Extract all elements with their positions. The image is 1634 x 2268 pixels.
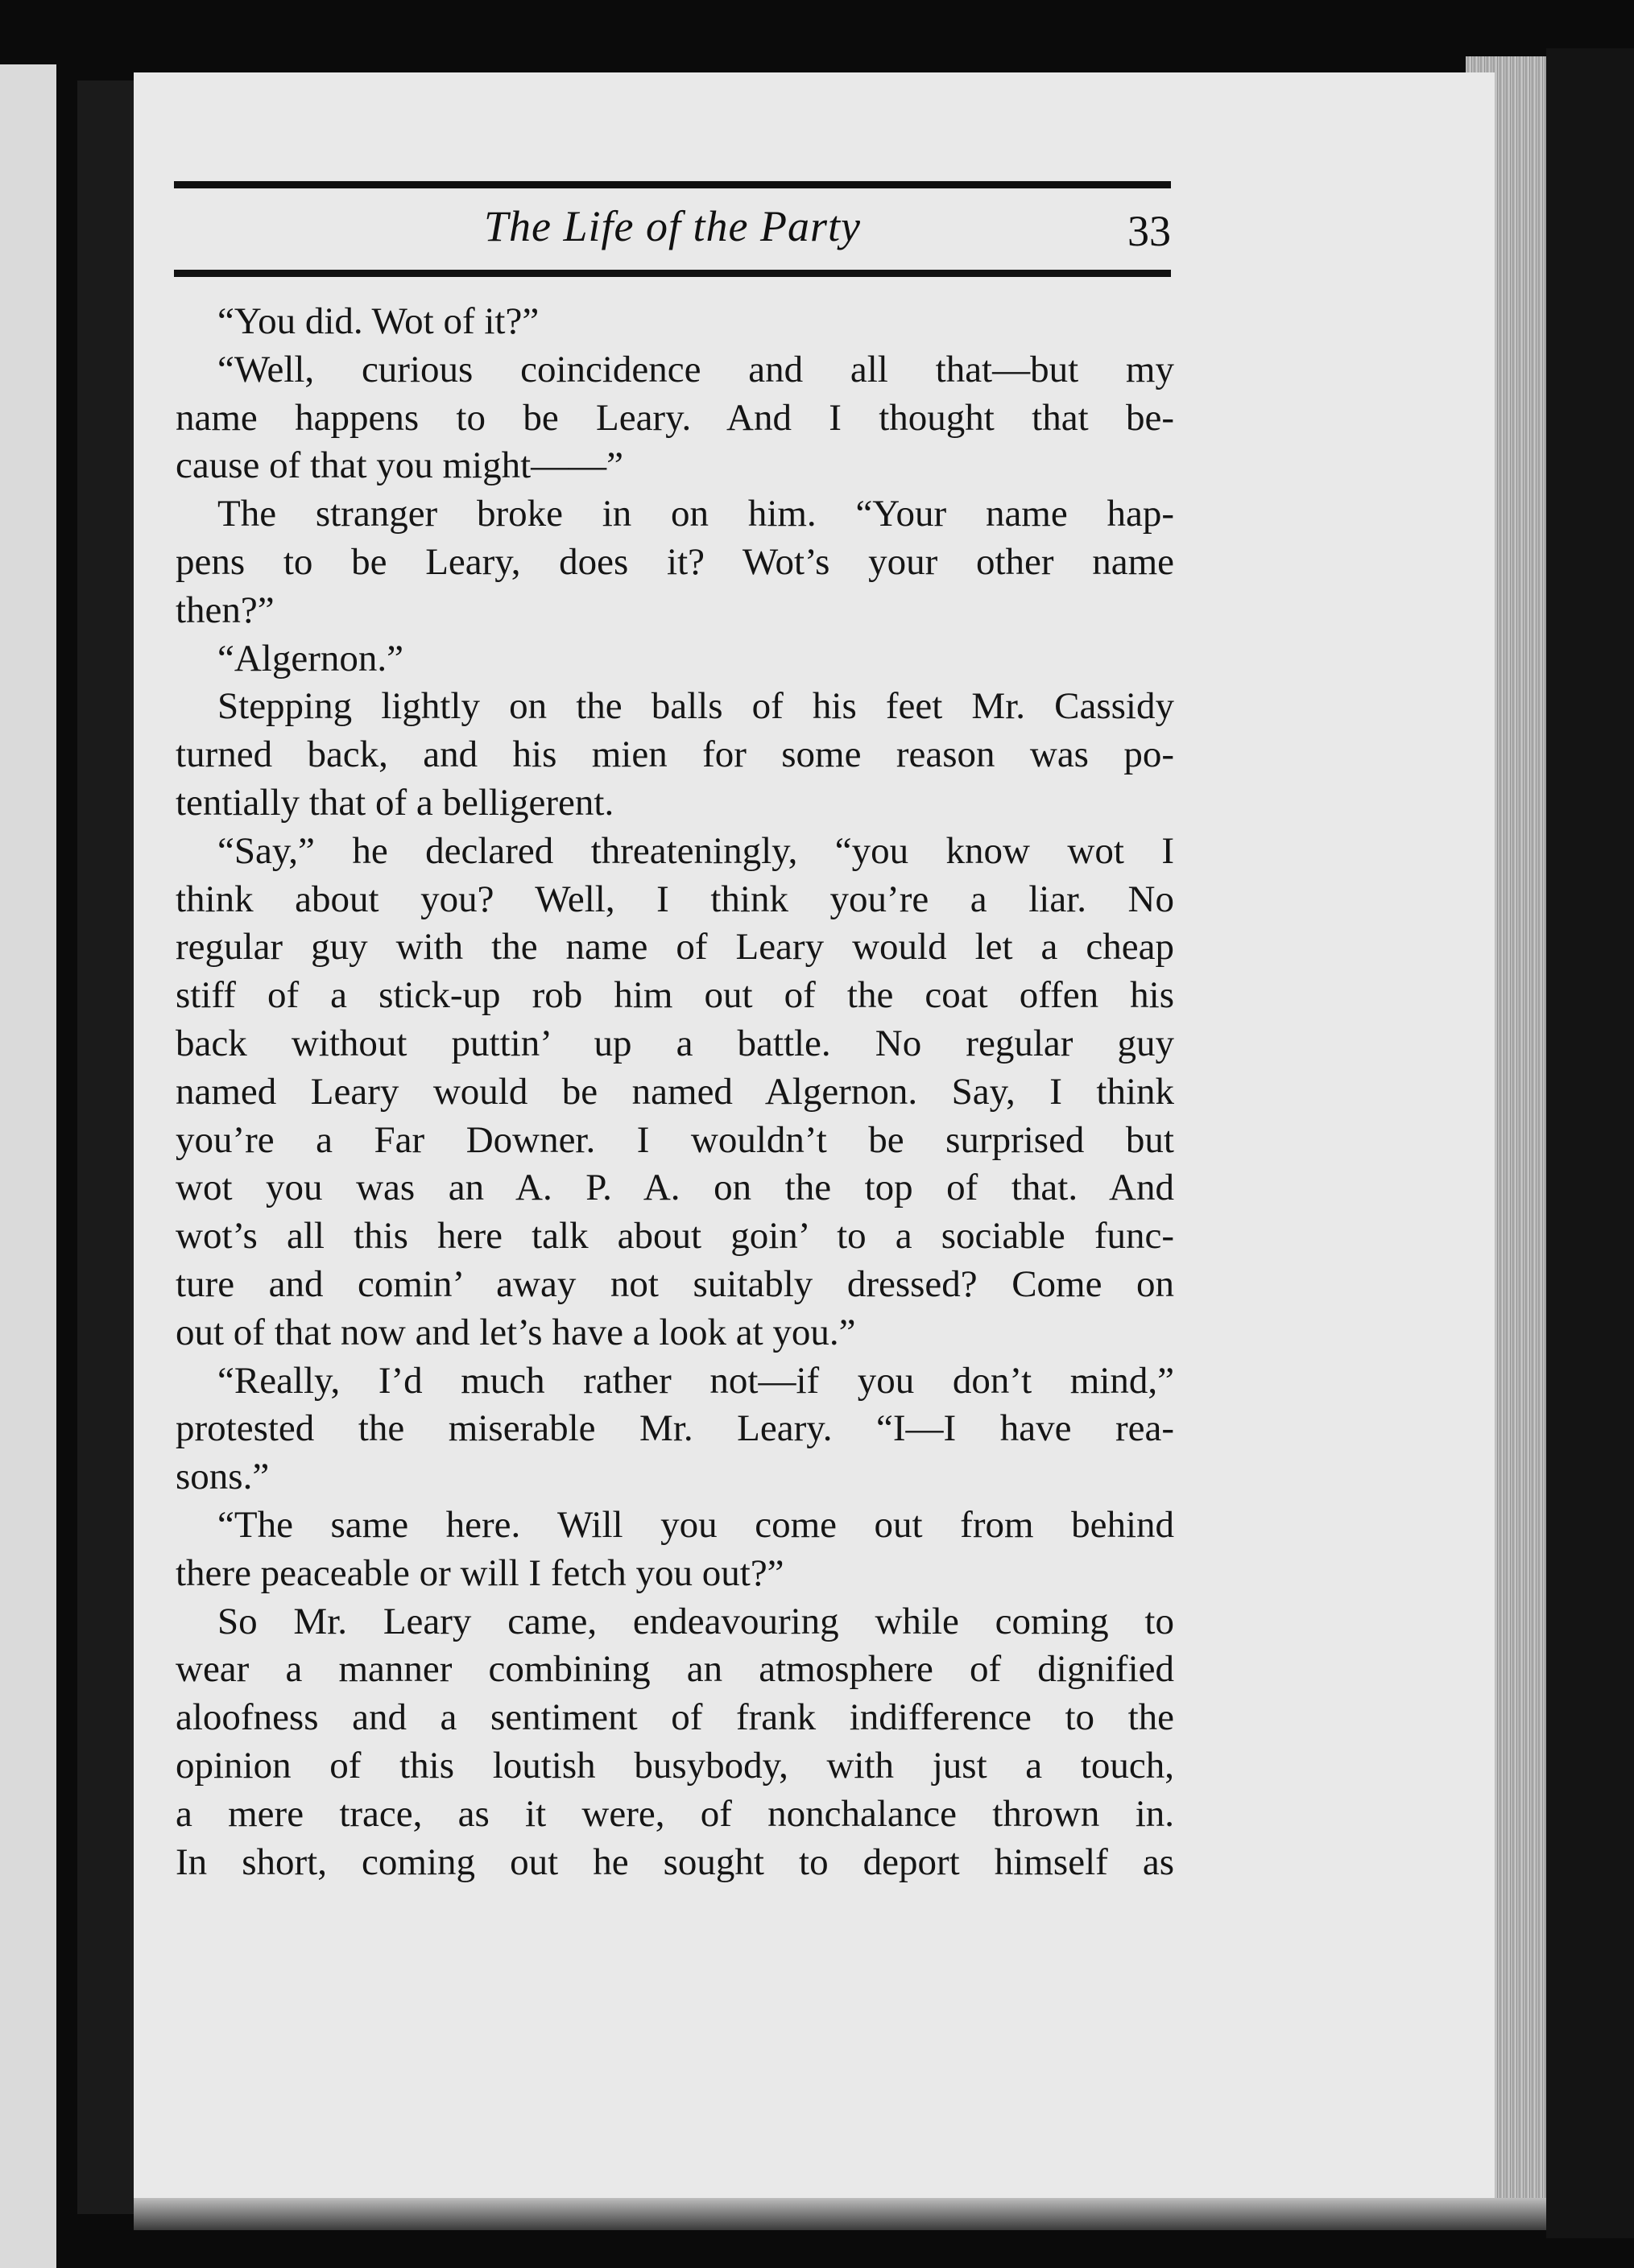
text-line: “You did. Wot of it?” xyxy=(217,300,540,342)
text-line: turned back, and his mien for some reason was po- xyxy=(176,733,1174,776)
text-line: cause of that you might——” xyxy=(176,444,624,487)
text-line: “Well, curious coincidence and all that—but my xyxy=(217,348,1174,390)
text-line: Stepping lightly on the balls of his feet Mr. Cassidy xyxy=(217,685,1174,728)
text-line: regular guy with the name of Leary would let a cheap xyxy=(176,926,1174,969)
text-line: there peaceable or will I fetch you out?” xyxy=(176,1551,784,1594)
text-line: “Really, I’d much rather not—if you don’t mind,” xyxy=(217,1359,1174,1402)
text-line: “Say,” he declared threateningly, “you know wot I xyxy=(217,829,1174,872)
scan-background-right xyxy=(1546,48,1634,2238)
text-line: aloofness and a sentiment of frank indifference to the xyxy=(176,1696,1174,1739)
text-line: opinion of this loutish busybody, with just a touch, xyxy=(176,1744,1174,1787)
text-line: think about you? Well, I think you’re a liar. No xyxy=(176,878,1174,920)
text-line: ture and comin’ away not suitably dressed? Come on xyxy=(176,1262,1174,1305)
text-line: tentially that of a belligerent. xyxy=(176,781,614,824)
text-line: In short, coming out he sought to deport himself as xyxy=(176,1840,1174,1883)
text-line: wear a manner combining an atmosphere of dignified xyxy=(176,1648,1174,1691)
text-line: you’re a Far Downer. I wouldn’t be surprised but xyxy=(176,1118,1174,1161)
text-line: “The same here. Will you come out from behind xyxy=(217,1503,1174,1546)
text-line: named Leary would be named Algernon. Say, I think xyxy=(176,1070,1174,1113)
text-line: then?” xyxy=(176,589,275,631)
text-line: “Algernon.” xyxy=(217,637,403,680)
text-line: back without puttin’ up a battle. No regular guy xyxy=(176,1022,1174,1064)
page-bottom-shadow xyxy=(134,2198,1546,2230)
text-line: sons.” xyxy=(176,1456,270,1498)
page-number: 33 xyxy=(1127,207,1171,255)
running-header xyxy=(174,193,1171,266)
text-line: So Mr. Leary came, endeavouring while coming to xyxy=(217,1600,1174,1642)
text-line: protested the miserable Mr. Leary. “I—I have rea- xyxy=(176,1407,1174,1450)
running-title: The Life of the Party xyxy=(484,202,861,250)
header-rule-bottom xyxy=(174,270,1171,277)
book-spine-shadow xyxy=(77,81,134,2214)
text-line: wot’s all this here talk about goin’ to a sociable func- xyxy=(176,1215,1174,1258)
text-line: The stranger broke in on him. “Your name hap- xyxy=(217,493,1174,535)
text-line: a mere trace, as it were, of nonchalance thrown in. xyxy=(176,1792,1174,1835)
facing-page-edge xyxy=(0,64,56,2268)
text-line: name happens to be Leary. And I thought that be- xyxy=(176,396,1174,439)
header-rule-top xyxy=(174,181,1171,188)
body-text xyxy=(176,298,1174,1886)
text-line: wot you was an A. P. A. on the top of that. And xyxy=(176,1167,1174,1209)
text-line: out of that now and let’s have a look at you.” xyxy=(176,1311,856,1353)
text-line: pens to be Leary, does it? Wot’s your other name xyxy=(176,540,1174,583)
text-line: stiff of a stick-up rob him out of the coat offen his xyxy=(176,974,1174,1017)
